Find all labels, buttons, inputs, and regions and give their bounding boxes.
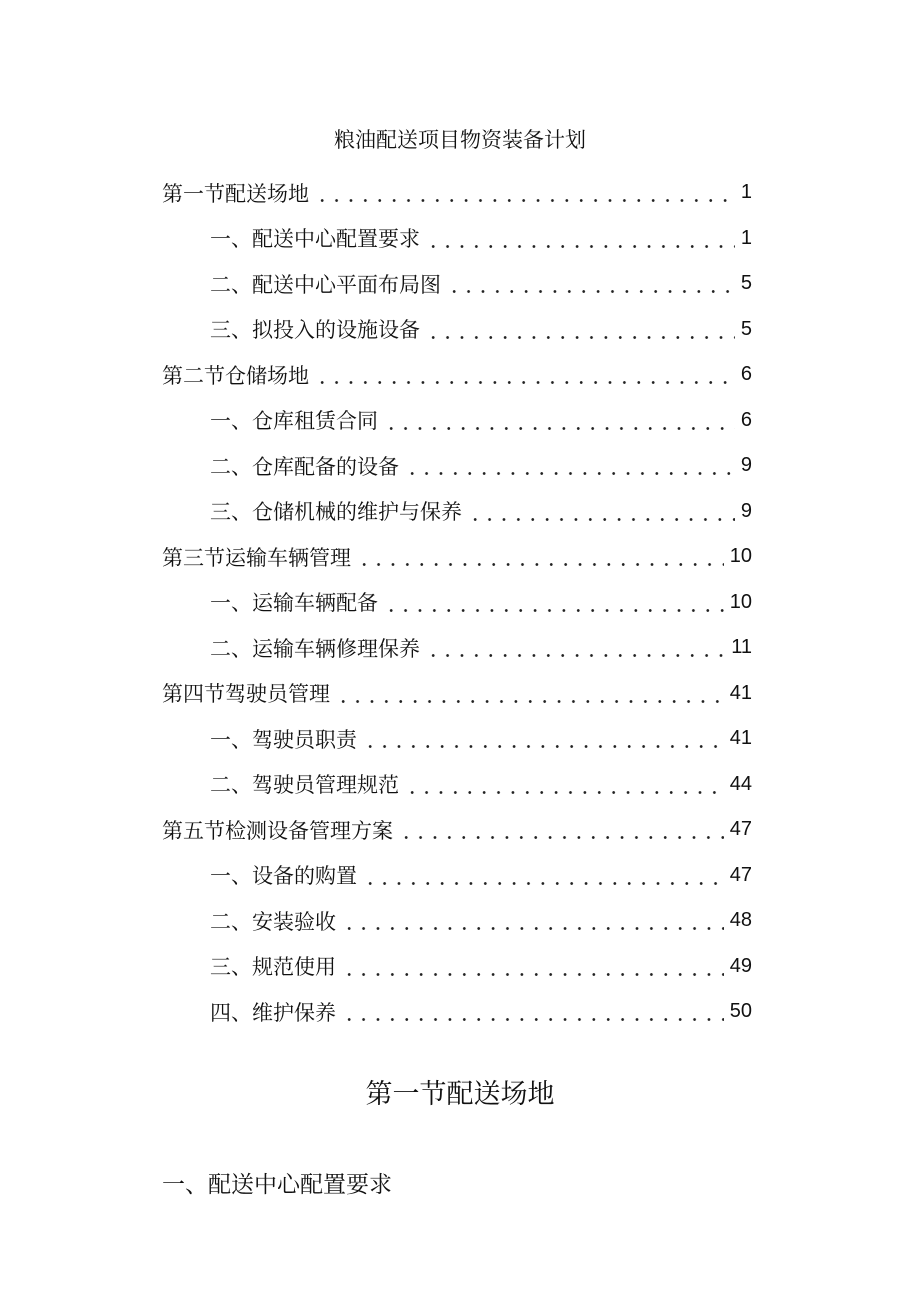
toc-dot-leader (315, 381, 735, 384)
toc-dot-leader (363, 882, 724, 885)
toc-entry[interactable] (162, 716, 752, 762)
toc-dot-leader (399, 836, 724, 839)
toc-dot-leader (336, 700, 724, 703)
section-heading: 第一节配送场地 (365, 1079, 555, 1110)
toc-entry-page-number: 10 (729, 545, 752, 568)
toc-dot-leader (426, 245, 735, 248)
toc-entry[interactable] (162, 898, 752, 944)
toc-entry-title: 第五节检测设备管理方案 (162, 818, 393, 843)
toc-entry[interactable] (162, 307, 752, 353)
toc-entry[interactable] (162, 989, 752, 1035)
toc-entry[interactable] (162, 216, 752, 262)
toc-entry[interactable] (162, 580, 752, 626)
toc-entry[interactable] (162, 534, 752, 580)
toc-dot-leader (363, 745, 724, 748)
toc-entry-title: 第四节驾驶员管理 (162, 682, 330, 707)
toc-entry-title: 一、配送中心配置要求 (210, 227, 420, 252)
toc-entry[interactable] (162, 944, 752, 990)
toc-dot-leader (405, 791, 724, 794)
toc-entry[interactable] (162, 625, 752, 671)
toc-entry-page-number: 41 (729, 681, 752, 704)
toc-dot-leader (384, 609, 724, 612)
toc-entry-page-number: 11 (731, 636, 752, 659)
toc-entry[interactable] (162, 443, 752, 489)
toc-entry-page-number: 6 (740, 363, 752, 386)
toc-entry-page-number: 44 (729, 772, 752, 795)
toc-dot-leader (342, 927, 724, 930)
toc-entry[interactable] (162, 853, 752, 899)
toc-dot-leader (342, 1018, 724, 1021)
toc-dot-leader (405, 472, 735, 475)
toc-entry-page-number: 41 (729, 727, 752, 750)
toc-dot-leader (384, 427, 735, 430)
toc-entry-title: 第二节仓储场地 (162, 363, 309, 388)
toc-dot-leader (357, 563, 724, 566)
toc-entry-title: 三、拟投入的设施设备 (210, 318, 420, 343)
toc-entry-page-number: 1 (740, 181, 752, 204)
toc-entry-page-number: 9 (740, 499, 752, 522)
toc-entry-title: 一、驾驶员职责 (210, 727, 357, 752)
toc-entry[interactable] (162, 352, 752, 398)
document-title: 粮油配送项目物资装备计划 (334, 128, 586, 152)
toc-entry-page-number: 49 (729, 954, 752, 977)
toc-entry-title: 第一节配送场地 (162, 181, 309, 206)
toc-entry-title: 二、配送中心平面布局图 (210, 272, 441, 297)
toc-entry-title: 二、运输车辆修理保养 (210, 636, 420, 661)
toc-entry[interactable] (162, 170, 752, 216)
toc-entry[interactable] (162, 671, 752, 717)
toc-dot-leader (426, 336, 735, 339)
toc-entry-page-number: 1 (740, 226, 752, 249)
toc-dot-leader (342, 973, 724, 976)
toc-entry-page-number: 48 (729, 909, 752, 932)
toc-entry-title: 一、仓库租赁合同 (210, 409, 378, 434)
toc-entry-title: 四、维护保养 (210, 1000, 336, 1025)
toc-entry-title: 二、安装验收 (210, 909, 336, 934)
toc-entry[interactable] (162, 762, 752, 808)
toc-entry[interactable] (162, 398, 752, 444)
toc-entry[interactable] (162, 489, 752, 535)
toc-entry-page-number: 47 (729, 863, 752, 886)
toc-dot-leader (447, 290, 735, 293)
toc-dot-leader (315, 199, 735, 202)
toc-entry[interactable] (162, 807, 752, 853)
toc-entry-page-number: 10 (729, 590, 752, 613)
toc-entry-title: 二、驾驶员管理规范 (210, 773, 399, 798)
toc-entry-page-number: 9 (740, 454, 752, 477)
toc-entry-title: 二、仓库配备的设备 (210, 454, 399, 479)
subsection-heading: 一、配送中心配置要求 (162, 1172, 392, 1198)
toc-dot-leader (468, 518, 735, 521)
toc-entry-page-number: 5 (740, 272, 752, 295)
toc-entry-title: 一、设备的购置 (210, 864, 357, 889)
toc-entry-title: 第三节运输车辆管理 (162, 545, 351, 570)
toc-entry[interactable] (162, 261, 752, 307)
toc-entry-page-number: 6 (740, 408, 752, 431)
toc-entry-title: 一、运输车辆配备 (210, 591, 378, 616)
toc-entry-page-number: 5 (740, 317, 752, 340)
table-of-contents (162, 170, 752, 1035)
toc-entry-page-number: 47 (729, 818, 752, 841)
toc-entry-title: 三、规范使用 (210, 955, 336, 980)
toc-entry-title: 三、仓储机械的维护与保养 (210, 500, 462, 525)
toc-entry-page-number: 50 (729, 1000, 752, 1023)
toc-dot-leader (426, 654, 725, 657)
